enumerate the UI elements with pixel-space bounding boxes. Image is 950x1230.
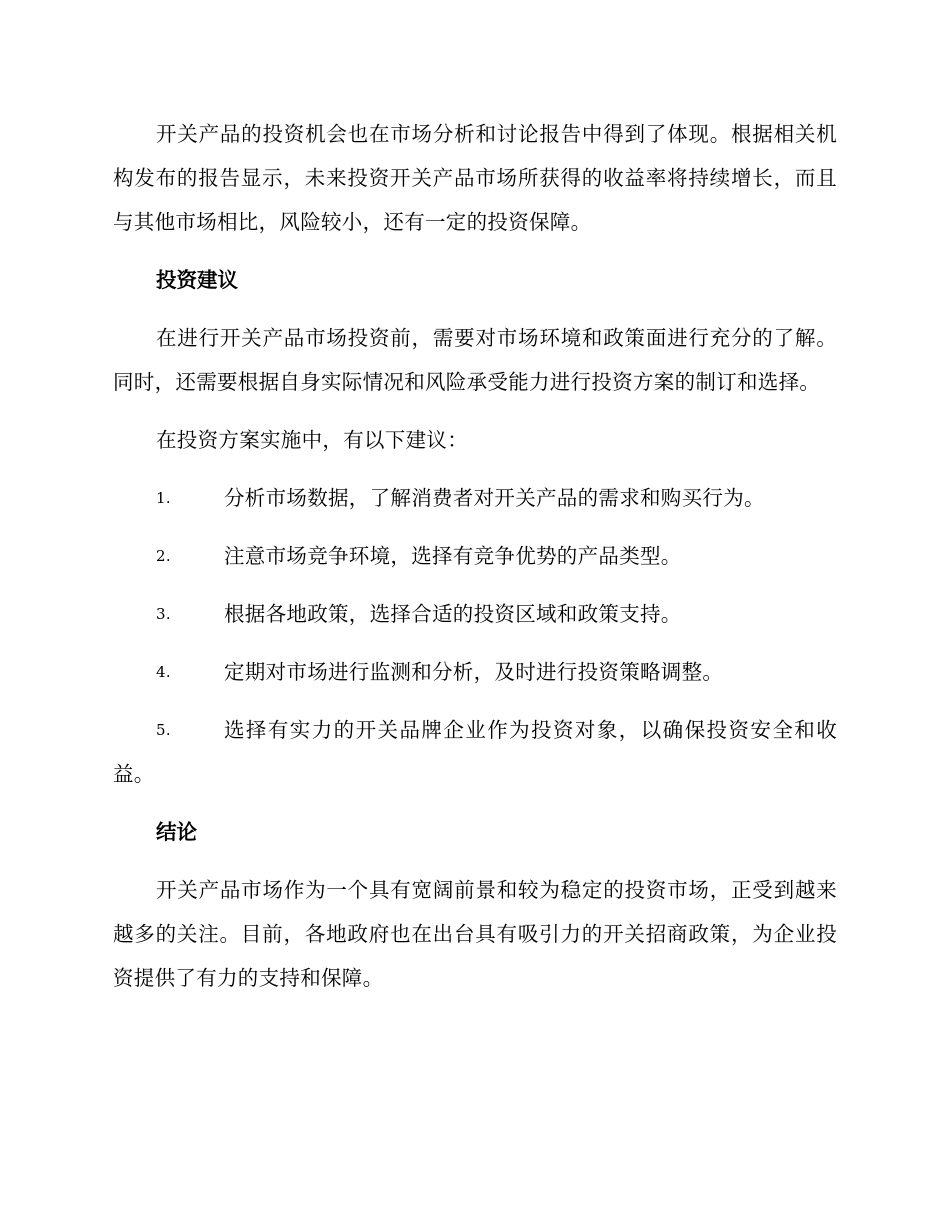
intro-paragraph: 开关产品的投资机会也在市场分析和讨论报告中得到了体现。根据相关机构发布的报告显示，未来投资开关产品市场所获得的收益率将持续增长，而且与其他市场相比，风险较小，还有一定的投资保障。 [113,122,837,234]
list-item-text: 根据各地政策，选择合适的投资区域和政策支持。 [224,602,682,626]
list-item-text: 选择有实力的开关品牌企业作为投资对象，以确保投资安全和收益。 [113,718,837,786]
advice-intro-paragraph: 在进行开关产品市场投资前，需要对市场环境和政策面进行充分的了解。同时，还需要根据自身实际情况和风险承受能力进行投资方案的制订和选择。 [113,326,837,394]
document-page [113,112,837,1014]
list-item-number: 5. [156,721,171,739]
advice-list [113,476,837,796]
list-item-text: 注意市场竞争环境，选择有竞争优势的产品类型。 [224,544,682,568]
list-item [113,592,837,636]
list-item-text: 分析市场数据，了解消费者对开关产品的需求和购买行为。 [224,486,765,510]
list-item-number: 2. [156,547,171,565]
list-item [113,476,837,520]
heading-investment-advice: 投资建议 [156,268,238,292]
list-item [113,708,837,796]
list-item-number: 3. [156,605,171,623]
list-item [113,650,837,694]
list-item-text: 定期对市场进行监测和分析，及时进行投资策略调整。 [224,660,724,684]
advice-lead-paragraph: 在投资方案实施中，有以下建议： [156,428,468,452]
list-item-number: 4. [156,663,171,681]
heading-conclusion: 结论 [156,820,197,844]
list-item [113,534,837,578]
conclusion-paragraph: 开关产品市场作为一个具有宽阔前景和较为稳定的投资市场，正受到越来越多的关注。目前，各地政府也在出台具有吸引力的开关招商政策，为企业投资提供了有力的支持和保障。 [113,878,837,990]
list-item-number: 1. [156,489,171,507]
